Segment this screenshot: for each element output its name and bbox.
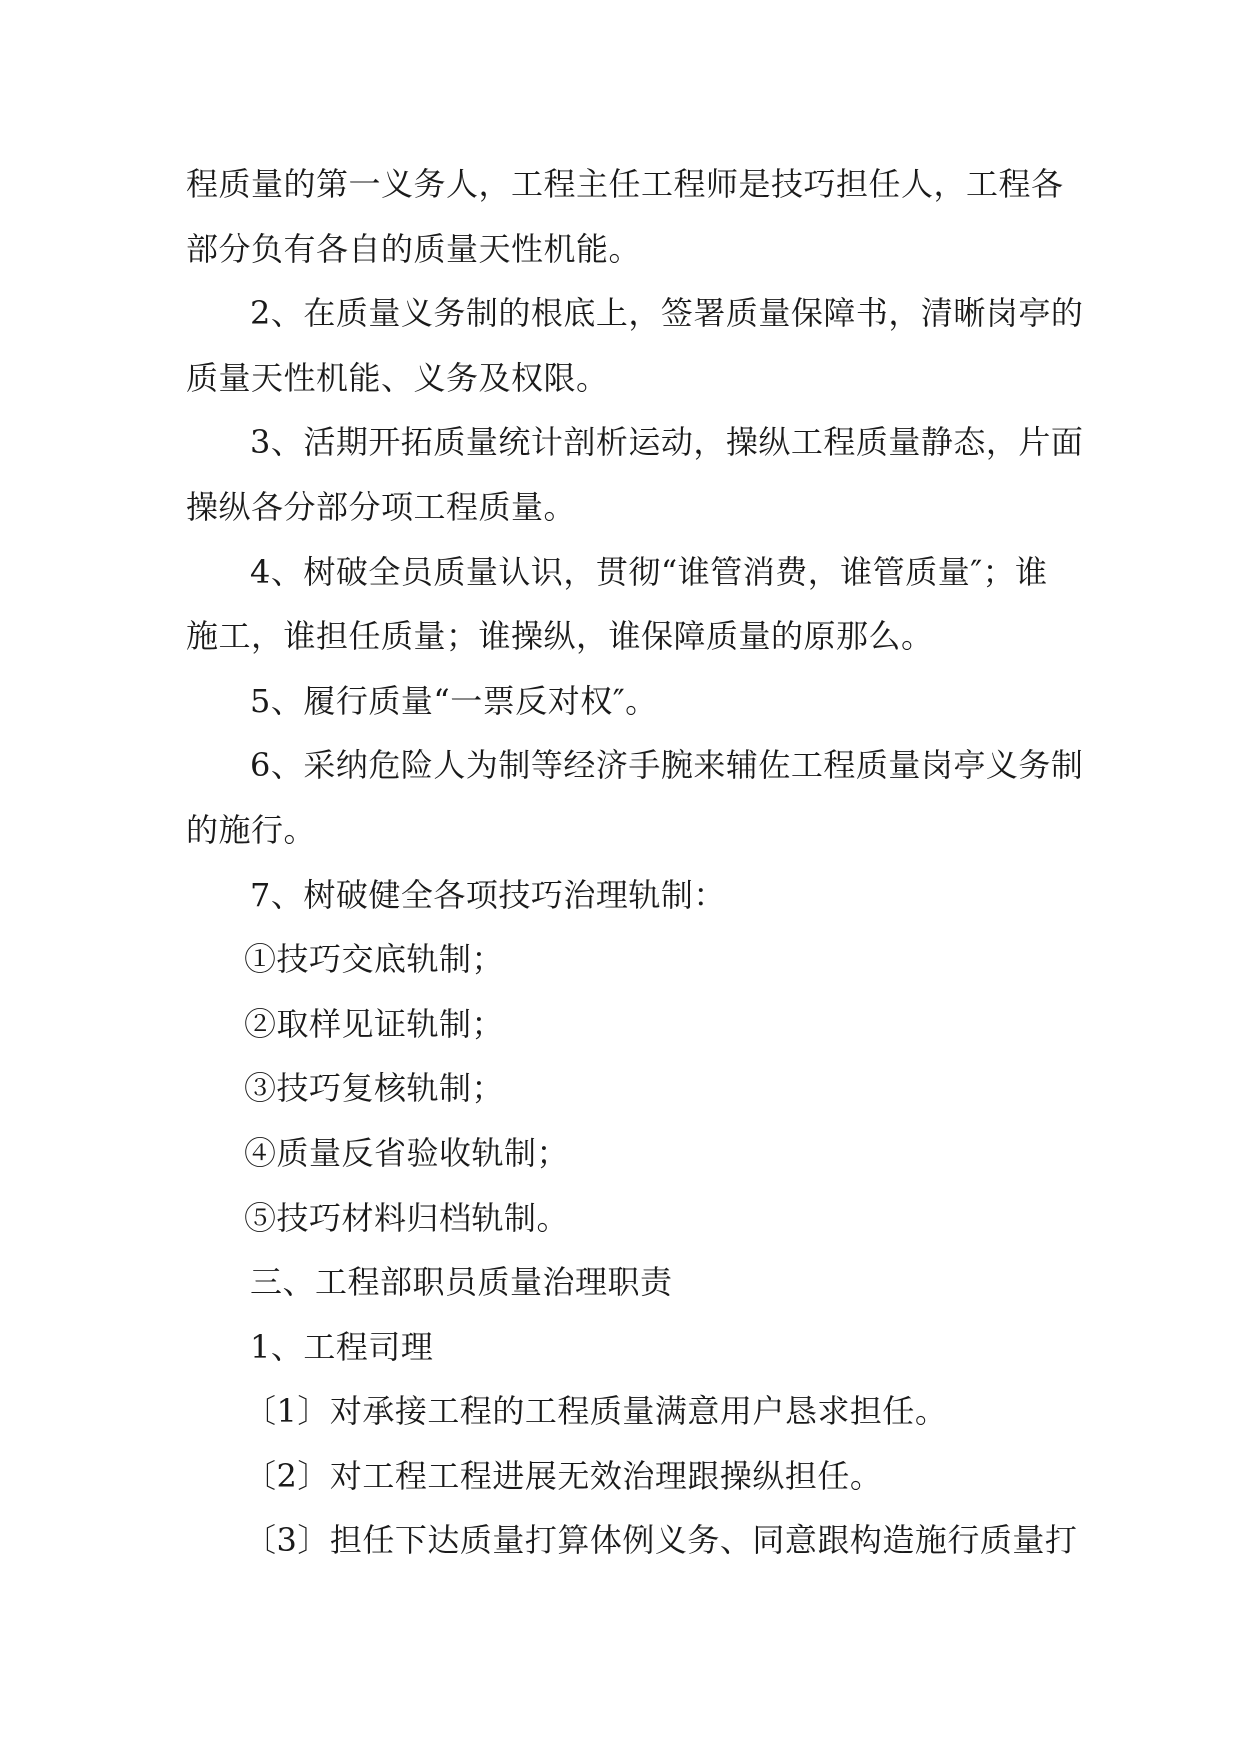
text-line-16: ④质量反省验收轨制； — [244, 1133, 570, 1172]
text-line-11: 的施行。 — [186, 810, 317, 849]
section-heading: 三、工程部职员质量治理职责 — [250, 1263, 673, 1302]
text-line-8: 施工，谁担任质量；谁操纵，谁保障质量的原那么。 — [186, 617, 934, 656]
text-line-3: 2、在质量义务制的根底上，签署质量保障书，清晰岗亭的 — [250, 294, 1084, 333]
text-line-4: 质量天性机能、义务及权限。 — [186, 358, 609, 397]
text-line-6: 操纵各分部分项工程质量。 — [186, 487, 577, 526]
text-line-17: ⑤技巧材料归档轨制。 — [244, 1198, 570, 1237]
text-line-14: ②取样见证轨制； — [244, 1004, 505, 1043]
text-line-7: 4、树破全员质量认识，贯彻“谁管消费，谁管质量″；谁 — [250, 552, 1048, 591]
text-line-9: 5、履行质量“一票反对权″。 — [250, 681, 658, 720]
text-line-21: 〔2〕对工程工程进展无效治理跟操纵担任。 — [244, 1456, 883, 1495]
text-line-1: 程质量的第一义务人，工程主任工程师是技巧担任人，工程各 — [186, 165, 1064, 203]
text-line-15: ③技巧复核轨制； — [244, 1069, 505, 1108]
document-page — [186, 152, 1098, 1573]
text-line-5: 3、活期开拓质量统计剖析运动，操纵工程质量静态，片面 — [250, 423, 1084, 462]
text-line-13: ①技巧交底轨制； — [244, 940, 505, 979]
text-line-2: 部分负有各自的质量天性机能。 — [186, 229, 642, 268]
text-line-20: 〔1〕对承接工程的工程质量满意用户恳求担任。 — [244, 1392, 948, 1431]
text-line-22: 〔3〕担任下达质量打算体例义务、同意跟构造施行质量打 — [244, 1521, 1078, 1560]
text-line-19: 1、工程司理 — [250, 1327, 434, 1366]
text-line-12: 7、树破健全各项技巧治理轨制： — [250, 875, 726, 914]
text-line-10: 6、采纳危险人为制等经济手腕来辅佐工程质量岗亭义务制 — [250, 746, 1084, 785]
